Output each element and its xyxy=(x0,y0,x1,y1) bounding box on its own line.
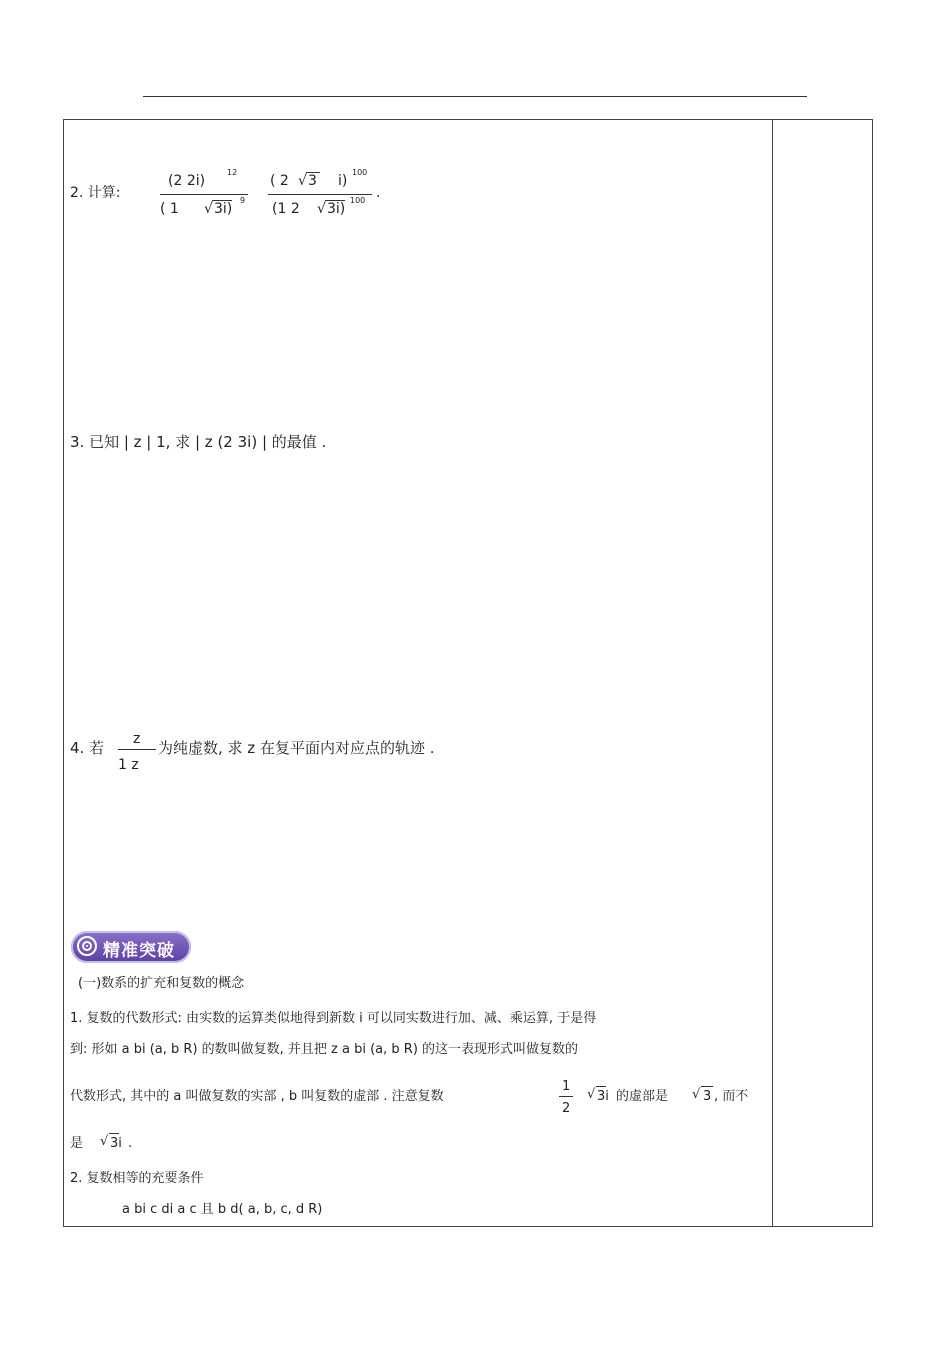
q2-frac1-num-exponent: 12 xyxy=(227,168,238,177)
badge-label: 精准突破 xyxy=(103,941,175,961)
target-icon xyxy=(77,936,97,956)
p1-line3-a: 代数形式, 其中的 a 叫做复数的实部 , b 叫复数的虚部 . 注意复数 xyxy=(70,1089,444,1104)
p1-sqrt-a: 3i xyxy=(597,1089,609,1104)
q2-frac2-num-exponent: 100 xyxy=(352,168,368,177)
q4-rest: 为纯虚数, 求 z 在复平面内对应点的轨迹 . xyxy=(158,739,435,757)
q4-label: 4. 若 xyxy=(70,739,105,757)
p1-sqrt-b: 3 xyxy=(703,1089,712,1104)
q2-frac1-den-a: ( 1 xyxy=(160,201,179,217)
section-heading: (一)数系的扩充和复数的概念 xyxy=(78,976,245,991)
q2-frac1-numerator: (2 2i) xyxy=(168,173,206,189)
p2-title: 2. 复数相等的充要条件 xyxy=(70,1171,204,1186)
q2-frac2-den-b: 3i) xyxy=(327,201,346,217)
sqrt-icon: √ xyxy=(100,1134,109,1149)
q2-frac1-den-b: 3i) xyxy=(214,201,233,217)
q4-frac-line xyxy=(118,749,156,750)
q4-frac-denominator: 1 z xyxy=(118,757,139,773)
p1-line3-b: 的虚部是 xyxy=(616,1089,669,1104)
sqrt-icon: √ xyxy=(692,1087,701,1102)
q2-end: . xyxy=(376,185,381,201)
p1-frac-denominator: 2 xyxy=(562,1101,571,1116)
sqrt-icon: √ xyxy=(204,201,213,217)
question-3: 3. 已知 | z | 1, 求 | z (2 3i) | 的最值 . xyxy=(70,433,327,451)
p1-line3-c: , 而不 xyxy=(714,1089,749,1104)
sqrt-overline xyxy=(596,1086,606,1087)
q4-frac-numerator: z xyxy=(133,731,141,747)
p1-frac-line xyxy=(559,1096,573,1097)
sqrt-icon: √ xyxy=(317,201,326,217)
top-rule xyxy=(143,96,807,97)
p1-frac-numerator: 1 xyxy=(562,1079,571,1094)
section-badge xyxy=(71,931,191,963)
q2-frac2-line xyxy=(268,194,372,195)
p1-line4-b: . xyxy=(128,1136,133,1151)
content-table xyxy=(63,119,873,1227)
q2-frac1-den-exponent: 9 xyxy=(240,196,246,205)
q2-label: 2. 计算: xyxy=(70,185,121,201)
q2-frac2-den-exponent: 100 xyxy=(350,196,366,205)
sqrt-overline xyxy=(701,1086,713,1087)
q2-frac1-line xyxy=(160,194,248,195)
q2-frac2-num-c: i) xyxy=(338,173,348,189)
q2-frac2-den-a: (1 2 xyxy=(272,201,300,217)
p1-line4-a: 是 xyxy=(70,1136,84,1151)
sqrt-icon: √ xyxy=(587,1087,596,1102)
column-divider xyxy=(772,119,773,1227)
sqrt-overline xyxy=(109,1133,119,1134)
p1-sqrt-c: 3i xyxy=(110,1136,122,1151)
p1-line1: 1. 复数的代数形式: 由实数的运算类似地得到新数 i 可以同实数进行加、减、乘运算, 于是得 xyxy=(70,1011,597,1026)
p2-formula: a bi c di a c 且 b d( a, b, c, d R) xyxy=(122,1202,323,1217)
sqrt-icon: √ xyxy=(298,173,307,189)
q2-frac2-num-b: 3 xyxy=(308,173,317,189)
q2-frac2-num-a: ( 2 xyxy=(270,173,289,189)
p1-line2: 到: 形如 a bi (a, b R) 的数叫做复数, 并且把 z a bi (a, b R) 的这一表现形式叫做复数的 xyxy=(70,1042,579,1057)
